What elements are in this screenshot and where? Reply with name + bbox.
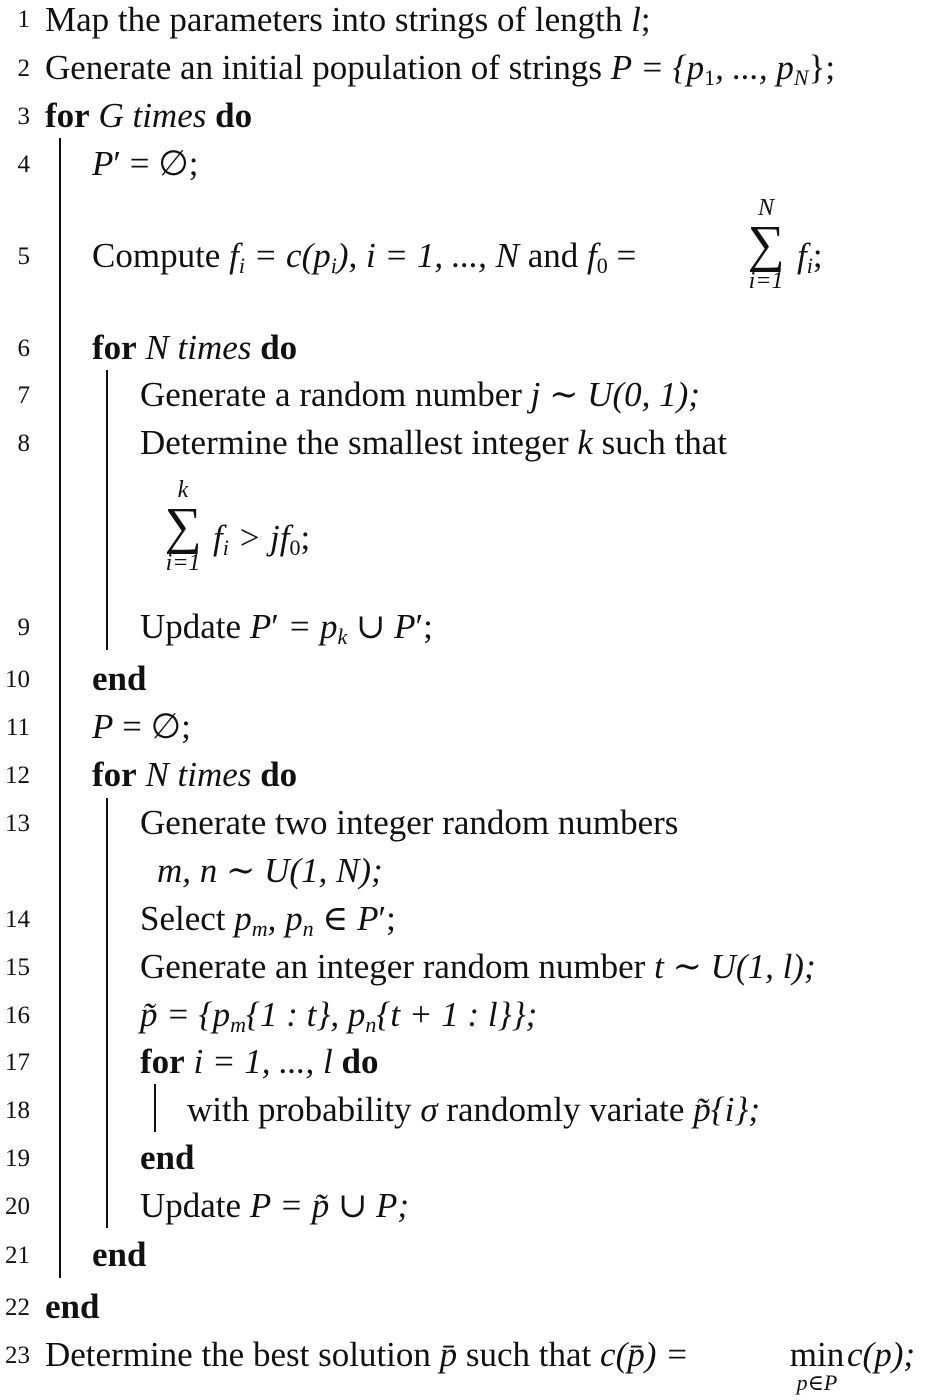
line-5-sigma: ∑ <box>747 216 785 273</box>
line-16-math: p̃ = {p <box>140 995 231 1034</box>
line-4 <box>92 146 199 181</box>
line-number-18: 18 <box>5 1097 30 1124</box>
line-12 <box>92 757 297 792</box>
line-11 <box>92 709 191 744</box>
line-2-text: Generate an initial population of strings <box>45 48 611 87</box>
line-23 <box>45 1337 689 1372</box>
line-5-eq2: = <box>607 236 637 275</box>
line-5-sum-top: N <box>757 195 774 221</box>
line-2-sub1: 1 <box>704 65 716 90</box>
line-16-n: n <box>365 1012 377 1037</box>
line-10 <box>92 661 146 696</box>
line-5-text: Compute <box>92 236 230 275</box>
line-17-kw-for: for <box>140 1042 185 1081</box>
line-number-23: 23 <box>5 1342 30 1369</box>
line-5-sum <box>738 196 794 293</box>
line-19-kw: end <box>140 1138 195 1177</box>
line-3 <box>45 98 252 133</box>
line-8-k: k <box>577 423 593 462</box>
block-bar-inner-for-1 <box>106 370 108 650</box>
line-23-min <box>787 1337 847 1394</box>
line-4-prime: ′ <box>113 144 122 183</box>
line-17-kw-do: do <box>341 1042 379 1081</box>
line-2-end: }; <box>808 48 836 87</box>
line-5-and: and <box>518 236 588 275</box>
line-9-end: ; <box>423 607 433 646</box>
line-5-zero: 0 <box>596 253 608 278</box>
line-14-prime: ′ <box>378 899 387 938</box>
line-number-16: 16 <box>5 1002 30 1029</box>
line-number-2: 2 <box>17 55 30 82</box>
line-number-9: 9 <box>17 614 30 641</box>
line-18-end: {i}; <box>710 1090 761 1129</box>
line-6 <box>92 330 297 365</box>
line-18-sigma: σ <box>420 1090 438 1129</box>
line-number-8: 8 <box>17 430 30 457</box>
line-number-6: 6 <box>17 335 30 362</box>
line-14-end: ; <box>386 899 396 938</box>
line-20-math: P = p̃ ∪ P; <box>249 1186 410 1225</box>
line-16-a: {1 : t}, p <box>246 995 366 1034</box>
line-number-17: 17 <box>5 1049 30 1076</box>
line-9-prime2: ′ <box>415 607 424 646</box>
line-1-text: Map the parameters into strings of length <box>45 0 632 39</box>
line-23-text: Determine the best solution <box>45 1335 440 1374</box>
line-9-text: Update <box>140 607 250 646</box>
line-2-subN: N <box>793 65 809 90</box>
line-7 <box>140 377 700 412</box>
line-16-b: {t + 1 : l}}; <box>376 995 538 1034</box>
line-number-22: 22 <box>5 1294 30 1321</box>
line-18-pt: p̃ <box>693 1090 711 1129</box>
line-8-cont <box>213 518 311 560</box>
line-4-lhs: P <box>92 144 114 183</box>
line-3-cond: G times <box>98 96 207 135</box>
line-9 <box>140 607 433 649</box>
line-number-4: 4 <box>17 151 30 178</box>
line-5-tail <box>797 236 823 278</box>
line-19 <box>140 1140 194 1175</box>
line-23-tail <box>847 1337 915 1372</box>
line-9-cup: ∪ P <box>347 607 416 646</box>
line-8-sum-top: k <box>177 477 189 503</box>
line-14-n: n <box>302 916 314 941</box>
line-9-lhs: P <box>249 607 272 646</box>
line-15-text: Generate an integer random number <box>140 947 655 986</box>
line-7-text: Generate a random number <box>140 375 531 414</box>
line-number-19: 19 <box>5 1145 30 1172</box>
line-5-eq: = c(p <box>244 236 331 275</box>
line-5-i2: i <box>330 253 337 278</box>
line-22 <box>45 1289 99 1324</box>
line-5-i: i <box>238 253 245 278</box>
line-23-min-op: min <box>789 1335 845 1374</box>
line-number-11: 11 <box>5 714 30 741</box>
block-bar-outer-for <box>59 138 61 1278</box>
line-15 <box>140 949 816 984</box>
line-8-sum-bot: i=1 <box>165 550 201 577</box>
line-9-eq: = p <box>278 607 338 646</box>
line-7-math: j ∼ U(0, 1); <box>530 375 700 414</box>
line-11-rhs: = ∅; <box>113 707 191 746</box>
line-8 <box>140 425 727 460</box>
line-12-kw-do: do <box>260 755 298 794</box>
line-number-7: 7 <box>17 382 30 409</box>
line-8-f: f <box>213 518 223 557</box>
line-11-lhs: P <box>92 707 114 746</box>
line-5-f0: f <box>587 236 597 275</box>
line-number-21: 21 <box>5 1242 30 1269</box>
line-2 <box>45 48 836 90</box>
line-20 <box>140 1188 409 1223</box>
line-22-kw: end <box>45 1287 100 1326</box>
line-5-rest: ), i = 1, ..., N <box>336 236 519 275</box>
line-5-end: ; <box>812 236 823 275</box>
line-14-text: Select <box>140 899 235 938</box>
line-3-kw-for: for <box>45 96 90 135</box>
line-6-cond: N times <box>145 328 252 367</box>
line-number-3: 3 <box>17 103 30 130</box>
line-number-10: 10 <box>5 666 30 693</box>
line-3-kw-do: do <box>215 96 253 135</box>
line-13-text: Generate two integer random numbers <box>140 803 679 842</box>
line-number-20: 20 <box>5 1193 30 1220</box>
line-9-prime: ′ <box>271 607 279 646</box>
line-23-c: c(p̄) = <box>600 1335 689 1374</box>
line-5 <box>92 236 637 278</box>
line-1-end: ; <box>640 0 651 39</box>
line-21 <box>92 1237 146 1272</box>
line-13-math: m, n ∼ U(1, N); <box>157 851 383 890</box>
line-14 <box>140 899 396 941</box>
line-9-k: k <box>337 624 348 649</box>
line-20-text: Update <box>140 1186 250 1225</box>
line-5-sum-bot: i=1 <box>748 268 784 295</box>
line-14-m: m <box>251 916 268 941</box>
line-23-end: c(p); <box>847 1335 916 1374</box>
line-4-rhs: = ∅; <box>121 144 199 183</box>
line-18-rest: randomly variate <box>437 1090 694 1129</box>
line-8-zero: 0 <box>289 535 301 560</box>
line-2-mid: , ..., p <box>715 48 794 87</box>
line-17-cond: i = 1, ..., l <box>184 1042 342 1081</box>
line-6-kw-for: for <box>92 328 137 367</box>
line-12-cond: N times <box>145 755 252 794</box>
line-2-math: P = {p <box>610 48 705 87</box>
line-13-cont <box>157 853 383 888</box>
line-18-text: with probability <box>187 1090 421 1129</box>
line-number-12: 12 <box>5 762 30 789</box>
line-5-f: f <box>229 236 239 275</box>
line-1 <box>45 2 651 37</box>
line-8-rest: such that <box>592 423 728 462</box>
line-16-m: m <box>230 1012 247 1037</box>
line-8-sigma: ∑ <box>164 498 202 555</box>
line-number-1: 1 <box>17 6 30 33</box>
line-14-in: ∈ P <box>313 899 379 938</box>
line-10-kw: end <box>92 659 147 698</box>
line-5-fi: f <box>797 236 807 275</box>
line-23-mid: such that <box>457 1335 601 1374</box>
line-number-14: 14 <box>5 906 30 933</box>
line-8-sum <box>155 478 211 575</box>
line-18 <box>187 1092 760 1127</box>
line-8-end: ; <box>300 518 311 557</box>
line-1-var: l <box>631 0 641 39</box>
line-5-fi-sub: i <box>806 253 813 278</box>
line-14-p: p <box>234 899 252 938</box>
line-16 <box>140 995 538 1037</box>
line-21-kw: end <box>92 1235 147 1274</box>
line-13 <box>140 805 678 840</box>
line-6-kw-do: do <box>260 328 298 367</box>
line-8-text: Determine the smallest integer <box>140 423 578 462</box>
block-bar-inner-for-3 <box>154 1084 156 1132</box>
line-23-pbar: p̄ <box>439 1335 458 1374</box>
line-15-math: t ∼ U(1, l); <box>654 947 816 986</box>
line-23-min-sub: p∈P <box>796 1370 838 1395</box>
line-8-cont-rest: > jf <box>228 518 290 557</box>
block-bar-inner-for-2 <box>106 798 108 1228</box>
line-14-comma: , p <box>267 899 303 938</box>
line-17 <box>140 1044 379 1079</box>
line-number-13: 13 <box>5 810 30 837</box>
line-number-15: 15 <box>5 954 30 981</box>
line-12-kw-for: for <box>92 755 137 794</box>
line-number-5: 5 <box>17 243 30 270</box>
line-8-i: i <box>222 535 229 560</box>
